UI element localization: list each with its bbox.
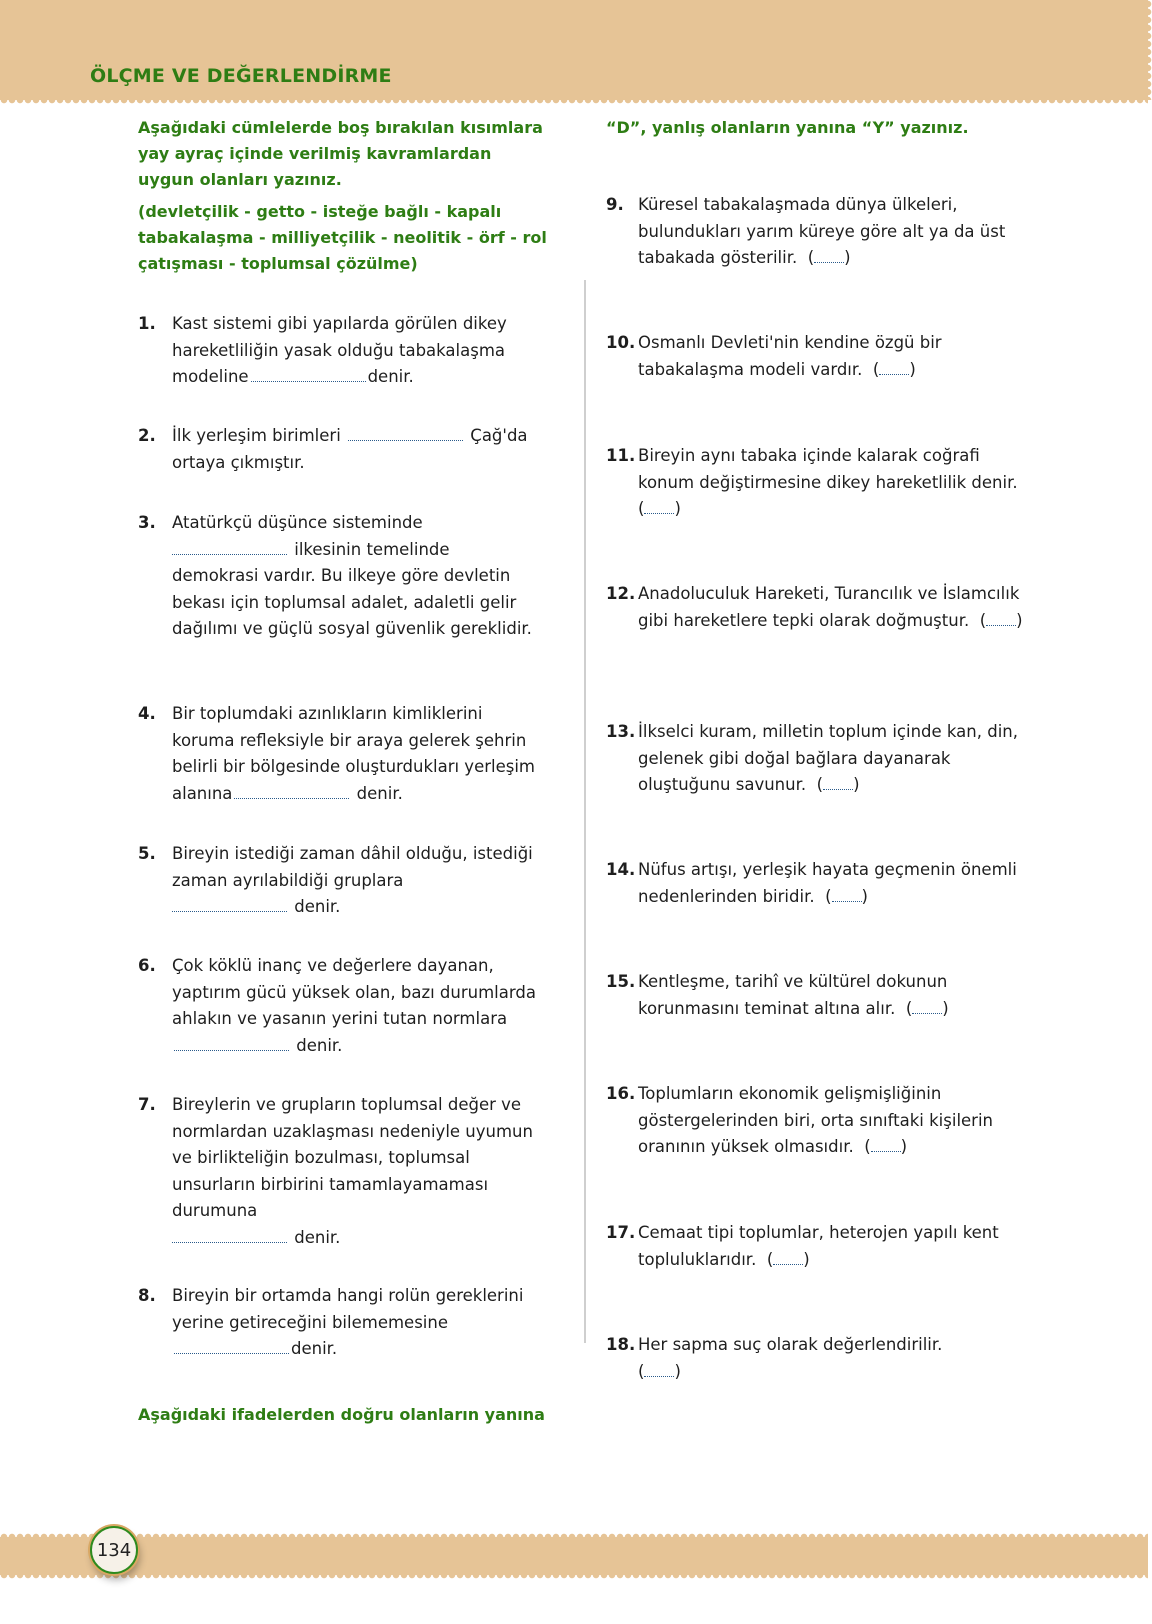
question-5: 5. Bireyin istediği zaman dâhil olduğu, istediği zaman ayrılabildiği gruplara denir. <box>138 841 538 921</box>
question-1: 1. Kast sistemi gibi yapılarda görülen dikey hareketliliğin yasak olduğu tabakalaşma modeline denir. <box>138 311 538 391</box>
answer-blank[interactable] <box>644 1374 674 1377</box>
question-9: 9. Küresel tabakalaşmada dünya ülkeleri, bulundukları yarım küreye göre alt ya da üst tabakada gösterilir. ( ) <box>606 192 1026 272</box>
section-b-instruction-part1: Aşağıdaki ifadelerden doğru olanların yanına <box>138 1405 545 1424</box>
question-number: 8. <box>138 1286 156 1305</box>
question-13: 13. İlkselci kuram, milletin toplum içinde kan, din, gelenek gibi doğal bağlara dayanarak oluştuğunu savunur. ( ) <box>606 719 1026 799</box>
question-8: 8. Bireyin bir ortamda hangi rolün gereklerini yerine getireceğini bilememesinedenir. <box>138 1283 538 1363</box>
question-number: 7. <box>138 1095 156 1114</box>
answer-blank[interactable] <box>912 1011 942 1014</box>
question-number: 13. <box>606 722 636 741</box>
instruction-line: uygun olanları yazınız. <box>138 170 342 189</box>
answer-blank[interactable] <box>773 1262 803 1265</box>
question-number: 12. <box>606 584 636 603</box>
question-number: 17. <box>606 1223 636 1242</box>
column-divider <box>584 280 586 1343</box>
question-number: 1. <box>138 314 156 333</box>
question-3: 3. Atatürkçü düşünce sisteminde ilkesinin temelinde demokrasi vardır. Bu ilkeye göre devletin bekası için toplumsal adalet, adaletli gelir dağılımı ve güçlü sosyal güvenlik gereklidir. <box>138 510 538 643</box>
question-number: 15. <box>606 972 636 991</box>
question-11: 11. Bireyin aynı tabaka içinde kalarak coğrafi konum değiştirmesine dikey hareketlilik denir. ( ) <box>606 443 1026 523</box>
answer-blank[interactable] <box>986 623 1016 626</box>
question-2: 2. İlk yerleşim birimleri Çağ'da ortaya çıkmıştır. <box>138 423 538 476</box>
question-16: 16. Toplumların ekonomik gelişmişliğinin göstergelerinden biri, orta sınıftaki kişilerin oranının yüksek olmasıdır. ( ) <box>606 1081 1026 1161</box>
question-number: 16. <box>606 1084 636 1103</box>
question-18: 18. Her sapma suç olarak değerlendirilir. ( ) <box>606 1332 1026 1385</box>
section-a-instruction <box>138 115 558 193</box>
question-number: 4. <box>138 704 156 723</box>
fill-blank[interactable] <box>174 1048 289 1051</box>
answer-blank[interactable] <box>871 1149 901 1152</box>
question-number: 14. <box>606 860 636 879</box>
fill-blank[interactable] <box>174 1351 289 1354</box>
fill-blank[interactable] <box>348 438 463 441</box>
word-bank-line: çatışması - toplumsal çözülme) <box>138 254 418 273</box>
question-10: 10. Osmanlı Devleti'nin kendine özgü bir tabakalaşma modeli vardır. ( ) <box>606 330 1026 383</box>
instruction-line: yay ayraç içinde verilmiş kavramlardan <box>138 144 492 163</box>
question-number: 2. <box>138 426 156 445</box>
answer-blank[interactable] <box>814 260 844 263</box>
footer-band <box>0 1537 1148 1575</box>
fill-blank[interactable] <box>234 796 349 799</box>
question-7: 7. Bireylerin ve grupların toplumsal değer ve normlardan uzaklaşması nedeniyle uyumun ve birlikteliğin bozulması, toplumsal unsurların birbirini tamamlayamaması durumuna denir. <box>138 1092 538 1251</box>
page-number-badge: 134 <box>90 1526 138 1574</box>
question-number: 9. <box>606 195 624 214</box>
answer-blank[interactable] <box>823 787 853 790</box>
page-title: ÖLÇME VE DEĞERLENDİRME <box>90 65 392 87</box>
question-number: 3. <box>138 513 156 532</box>
question-12: 12. Anadoluculuk Hareketi, Turancılık ve İslamcılık gibi hareketlere tepki olarak doğmuştur. ( ) <box>606 581 1026 634</box>
question-15: 15. Kentleşme, tarihî ve kültürel dokunun korunmasını teminat altına alır. ( ) <box>606 969 1026 1022</box>
question-14: 14. Nüfus artışı, yerleşik hayata geçmenin önemli nedenlerinden biridir. ( ) <box>606 857 1026 910</box>
fill-blank[interactable] <box>172 552 287 555</box>
question-4: 4. Bir toplumdaki azınlıkların kimliklerini koruma refleksiyle bir araya gelerek şehrin belirli bir bölgesinde oluşturdukları yerleşim alanına denir. <box>138 701 538 807</box>
answer-blank[interactable] <box>879 372 909 375</box>
question-number: 5. <box>138 844 156 863</box>
question-17: 17. Cemaat tipi toplumlar, heterojen yapılı kent topluluklarıdır. ( ) <box>606 1220 1026 1273</box>
header-band <box>0 0 1148 100</box>
fill-blank[interactable] <box>172 909 287 912</box>
question-6: 6. Çok köklü inanç ve değerlere dayanan, yaptırım gücü yüksek olan, bazı durumlarda ahlakın ve yasanın yerini tutan normlara denir. <box>138 953 538 1059</box>
instruction-line: Aşağıdaki cümlelerde boş bırakılan kısımlara <box>138 118 543 137</box>
answer-blank[interactable] <box>644 511 674 514</box>
answer-blank[interactable] <box>832 899 862 902</box>
word-bank-line: (devletçilik - getto - isteğe bağlı - kapalı <box>138 202 502 221</box>
fill-blank[interactable] <box>172 1240 287 1243</box>
fill-blank[interactable] <box>251 379 366 382</box>
question-number: 10. <box>606 333 636 352</box>
question-number: 18. <box>606 1335 636 1354</box>
word-bank <box>138 199 558 277</box>
section-b-instruction-part2: “D”, yanlış olanların yanına “Y” yazınız. <box>606 118 969 137</box>
question-number: 11. <box>606 446 636 465</box>
word-bank-line: tabakalaşma - milliyetçilik - neolitik - örf - rol <box>138 228 547 247</box>
question-number: 6. <box>138 956 156 975</box>
